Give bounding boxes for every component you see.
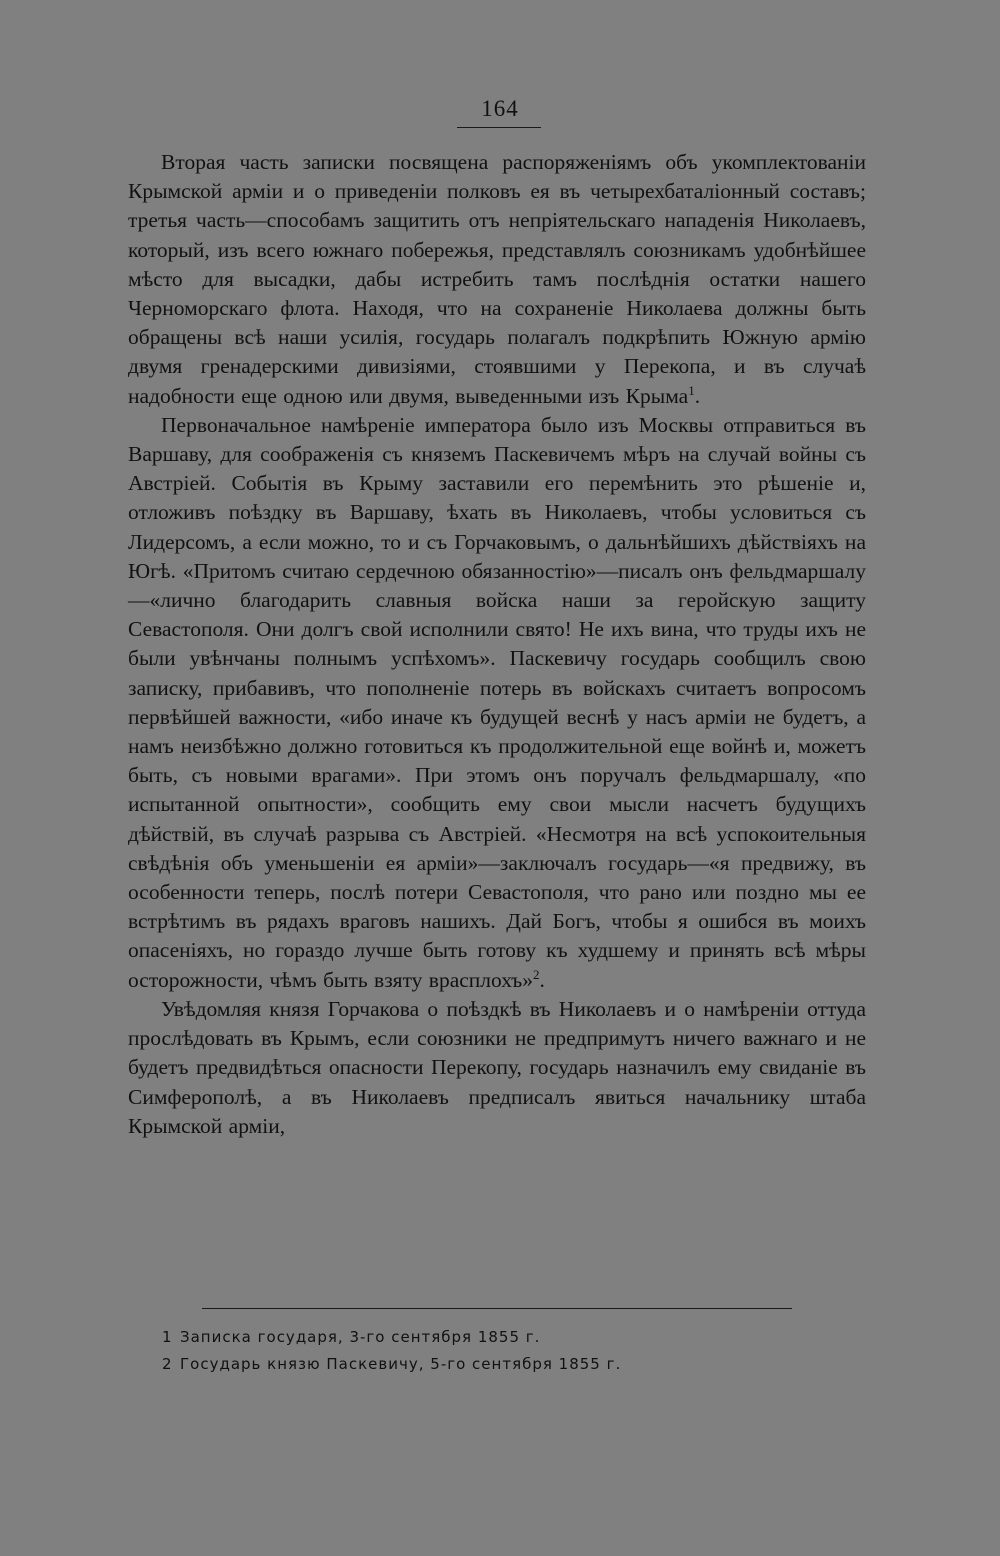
footnote xyxy=(162,1351,862,1378)
footnote-separator xyxy=(202,1308,792,1309)
paragraph-tail: . xyxy=(694,383,701,408)
footnote-text: Государь князю Паскевичу, 5-го сентября 1855 г. xyxy=(180,1355,622,1373)
paragraph xyxy=(128,995,866,1141)
footnote xyxy=(162,1324,862,1351)
footnote-mark: 1 xyxy=(162,1328,173,1346)
footnote-text: Записка государя, 3-го сентября 1855 г. xyxy=(180,1328,541,1346)
footnote-reference: 2 xyxy=(533,966,540,982)
footnote-reference: 1 xyxy=(688,382,695,398)
paragraph-text: Увѣдомляя князя Горчакова о поѣздкѣ въ Николаевъ и о намѣреніи оттуда прослѣдовать въ Крымъ, если союзники не предпримутъ ничего важнаго и не будетъ предвидѣться опасности Перекопу, государь назначилъ ему свиданіе въ Симферополѣ, а въ Николаевъ предписалъ явиться начальнику штаба Крымской арміи, xyxy=(128,996,866,1138)
paragraph-text: Первоначальное намѣреніе императора было изъ Москвы отправиться въ Варшаву, для соображенія съ княземъ Паскевичемъ мѣръ на случай войны съ Австріей. Событія въ Крыму заставили его перемѣнить это рѣшеніе и, отложивъ поѣздку въ Варшаву, ѣхать въ Николаевъ, чтобы условиться съ Лидерсомъ, а если можно, то и съ Горчаковымъ, о дальнѣйшихъ дѣйствіяхъ на Югѣ. «Притомъ считаю сердечною обязанностію»—писалъ онъ фельдмаршалу—«лично благодарить славныя войска наши за геройскую защиту Севастополя. Они долгъ свой исполнили свято! Не ихъ вина, что труды ихъ не были увѣнчаны полнымъ успѣхомъ». Паскевичу государь сообщилъ свою записку, прибавивъ, что пополненіе потерь въ войскахъ считаетъ вопросомъ первѣйшей важности, «ибо иначе къ будущей веснѣ у насъ арміи не будетъ, а намъ неизбѣжно должно готовиться къ продолжительной еще войнѣ и, можетъ быть, съ новыми врагами». При этомъ онъ поручалъ фельдмаршалу, «по испытанной опытности», сообщить ему свои мысли насчетъ будущихъ дѣйствій, въ случаѣ разрыва съ Австріей. «Несмотря на всѣ успокоительныя свѣдѣнія объ уменьшеніи ея арміи»—заключалъ государь—«я предвижу, въ особенности теперь, послѣ потери Севастополя, что рано или поздно мы ее встрѣтимъ въ рядахъ враговъ нашихъ. Дай Богъ, чтобы я ошибся въ моихъ опасеніяхъ, но гораздо лучше быть готову къ худшему и принять всѣ мѣры осторожности, чѣмъ быть взяту врасплохъ» xyxy=(128,412,866,992)
paragraph-tail: . xyxy=(539,967,545,992)
footnotes xyxy=(162,1324,862,1378)
paragraph xyxy=(128,411,866,995)
footnote-mark: 2 xyxy=(162,1355,173,1373)
page-number-rule xyxy=(457,127,541,128)
paragraph xyxy=(128,148,866,411)
paragraph-text: Вторая часть записки посвящена распоряженіямъ объ укомплектованіи Крымской арміи и о приведеніи полковъ ея въ четырехбаталіонный составъ; третья часть—способамъ защитить отъ непріятельскаго нападенія Николаевъ, который, изъ всего южнаго побережья, представлялъ союзникамъ удобнѣйшее мѣсто для высадки, дабы истребить тамъ послѣднія остатки нашего Черноморскаго флота. Находя, что на сохраненіе Николаева должны быть обращены всѣ наши усилія, государь полагалъ подкрѣпить Южную армію двумя гренадерскими дивизіями, стоявшими у Перекопа, и въ случаѣ надобности еще одною или двумя, выведенными изъ Крыма xyxy=(128,150,866,408)
body-text xyxy=(128,148,866,1141)
page-number: 164 xyxy=(481,96,519,121)
